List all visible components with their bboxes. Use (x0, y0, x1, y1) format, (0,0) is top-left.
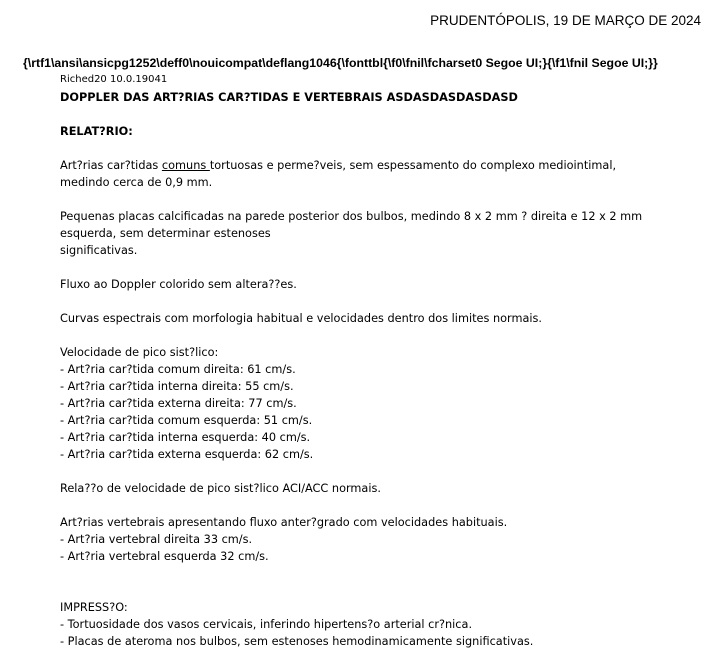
list-item: - Art?ria car?tida externa direita: 77 cm/s. (60, 397, 297, 410)
report-body (60, 89, 700, 650)
report-title: DOPPLER DAS ART?RIAS CAR?TIDAS E VERTEBRAIS ASDASDASDASDASD (60, 91, 518, 104)
paragraph-line: Pequenas placas calcificadas na parede posterior dos bulbos, medindo 8 x 2 mm ? direita e 12 x 2 mm (60, 210, 643, 223)
paragraph-line: esquerda, sem determinar estenoses (60, 227, 271, 240)
velocity-heading: Velocidade de pico sist?lico: (60, 346, 219, 359)
list-item: - Art?ria car?tida interna direita: 55 cm/s. (60, 380, 294, 393)
paragraph-text: tortuosas e perme?veis, sem espessamento do complexo mediointimal, (209, 159, 617, 172)
rtf-header-text: {\rtf1\ansi\ansicpg1252\deff0\nouicompat\deflang1046{\fonttbl{\f0\fnil\fcharset0 Segoe UI;}{\f1\fnil Segoe UI;}} (23, 56, 658, 70)
paragraph-text: Art?rias car?tidas (60, 159, 162, 172)
paragraph-line: significativas. (60, 244, 138, 257)
paragraph-spectral: Curvas espectrais com morfologia habitual e velocidades dentro dos limites normais. (60, 312, 543, 325)
paragraph-ratio: Rela??o de velocidade de pico sist?lico ACI/ACC normais. (60, 482, 381, 495)
paragraph-line: medindo cerca de 0,9 mm. (60, 176, 213, 189)
list-item: - Art?ria car?tida comum direita: 61 cm/s. (60, 363, 296, 376)
list-item: - Placas de ateroma nos bulbos, sem estenoses hemodinamicamente significativas. (60, 635, 534, 648)
list-item: - Art?ria vertebral direita 33 cm/s. (60, 533, 253, 546)
report-date: PRUDENTÓPOLIS, 19 DE MARÇO DE 2024 (430, 13, 701, 28)
list-item: - Tortuosidade dos vasos cervicais, inferindo hipertens?o arterial cr?nica. (60, 618, 473, 631)
paragraph-carotids (60, 157, 700, 174)
list-item: - Art?ria car?tida interna esquerda: 40 cm/s. (60, 431, 311, 444)
section-label: RELAT?RIO: (60, 125, 133, 138)
paragraph-vertebral: Art?rias vertebrais apresentando fluxo anter?grado com velocidades habituais. (60, 516, 508, 529)
list-item: - Art?ria car?tida comum esquerda: 51 cm/s. (60, 414, 313, 427)
impression-heading: IMPRESS?O: (60, 601, 128, 614)
list-item: - Art?ria car?tida externa esquerda: 62 cm/s. (60, 448, 314, 461)
underlined-word: comuns (161, 159, 210, 172)
list-item: - Art?ria vertebral esquerda 32 cm/s. (60, 550, 269, 563)
paragraph-doppler: Fluxo ao Doppler colorido sem altera??es. (60, 278, 297, 291)
generator-label: Riched20 10.0.19041 (60, 74, 168, 85)
